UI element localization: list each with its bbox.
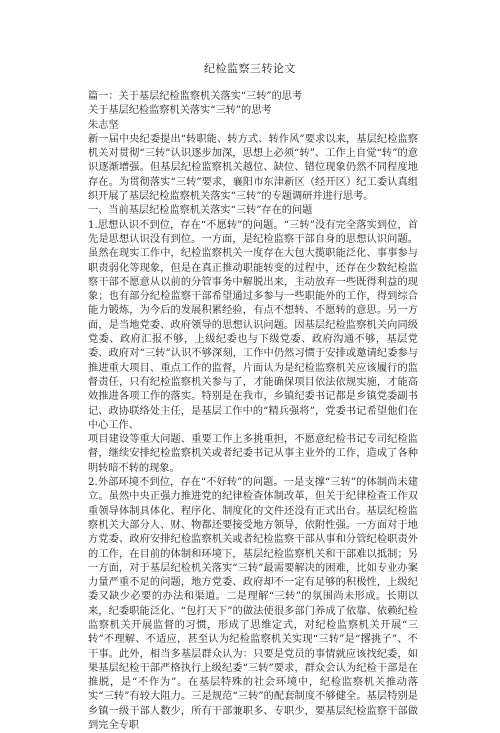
- page-title: 纪检监察三转论文: [204, 62, 296, 75]
- section-heading: 一、当前基层纪检监察机关落实“三转”存在的问题: [88, 205, 313, 217]
- article-title: 关于基层纪检监察机关落实“三转”的思考: [88, 105, 272, 117]
- author: 朱志坚: [88, 119, 119, 131]
- article-heading: 篇一：关于基层纪检监察机关落实“三转”的思考: [88, 91, 303, 102]
- document-body: [88, 90, 418, 733]
- intro-paragraph: 新一届中央纪委提出“转职能、转方式、转作风”要求以来，基层纪检监察机关对贯彻“三转”认识逐步加深，思想上必须“转”、工作上自觉“转”的意识逐渐增强。但基层纪检监察机关越位、缺位、错位现象仍然不同程度地存在。为贯彻落实“三转”要求，襄阳市东津新区（经开区）纪工委认真组织开展了基层纪检监察机关落实“三转”的专题调研并进行思考。: [88, 133, 418, 203]
- paragraph-point-1: 1.思想认识不到位，存在“不愿转”的问题。“三转”没有完全落实到位，首先是思想认识没有到位。一方面，是纪检监察干部自身的思想认识问题。虽然在现实工作中，纪检监察机关一度存在大包大揽职能泛化、事事参与职责弱化等现象，但是在真正推动职能转变的过程中，还存在少数纪检监察干部不愿意从以前的分管事务中解脱出来，主动放弃一些既得利益的现象；也有部分纪检监察干部希望通过多参与一些职能外的工作，得到综合能力锻炼，为今后的发展积累经验，有点不想转、不愿转的意思。另一方面，是当地党委、政府领导的思想认识问题。因基层纪检监察机关向同级党委、政府汇报不够，上级纪委也与下级党委、政府沟通不够，基层党委、政府对“三转”认识不够深刻，工作中仍然习惯于安排或邀请纪委参与推进重大项目、重点工作的监督，片面认为是纪检监察机关应该履行的监督责任，只有纪检监察机关参与了，才能确保项目依法依规实施，才能高效推进各项工作的落实。特别是在我市，乡镇纪委书记都是乡镇党委副书记、政协联络处主任，是基层工作中的“精兵强将”，党委书记希望他们在中心工作、: [88, 219, 418, 431]
- paragraph-point-1-cont: 项目建设等重大问题、重要工作上多挑重担，不愿意纪检书记专司纪检监督，继续安排纪检监察机关或者纪委书记从事主业外的工作，造成了各种明转暗不转的现象。: [88, 434, 418, 474]
- paragraph-point-2: 2.外部环境不到位，存在“不好转”的问题。一是支撑“三转”的体制尚未建立。虽然中央正强力推进党的纪律检查体制改革，但关于纪律检查工作双重领导体制具体化、程序化、制度化的文件还没有正式出台。基层纪检监察机关大部分人、财、物都还要接受地方领导，依附性强。一方面对于地方党委、政府安排纪检监察机关或者纪检监察干部从事和分管纪检职责外的工作，在目前的体制和环境下，基层纪检监察机关和干部难以抵制；另一方面，对于基层纪检机关落实“三转”最需要解决的困难，比如专业办案力量严重不足的问题，地方党委、政府却不一定有足够的积极性，上级纪委又缺少必要的办法和渠道。二是理解“三转”的氛围尚未形成。长期以来，纪委职能泛化、“包打天下”的做法使很多部门养成了依靠、依赖纪检监察机关开展监督的习惯，形成了思维定式，对纪检监察机关开展“三转”不理解、不适应，甚至认为纪检监察机关实现“三转”是“撂挑子”、不干事。此外，相当多基层群众认为：只要是党员的事情就应该找纪委，如果基层纪检干部严格执行上级纪委“三转”要求，群众会认为纪检干部是在推脱，是“不作为”。在基层特殊的社会环境中，纪检监察机关推动落实“三转”有较大阻力。三是规范“三转”的配套制度不够健全。基层特别是乡镇一级干部人数少，所有干部兼职多、专职少，要基层纪检监察干部做到完全专职: [88, 477, 418, 732]
